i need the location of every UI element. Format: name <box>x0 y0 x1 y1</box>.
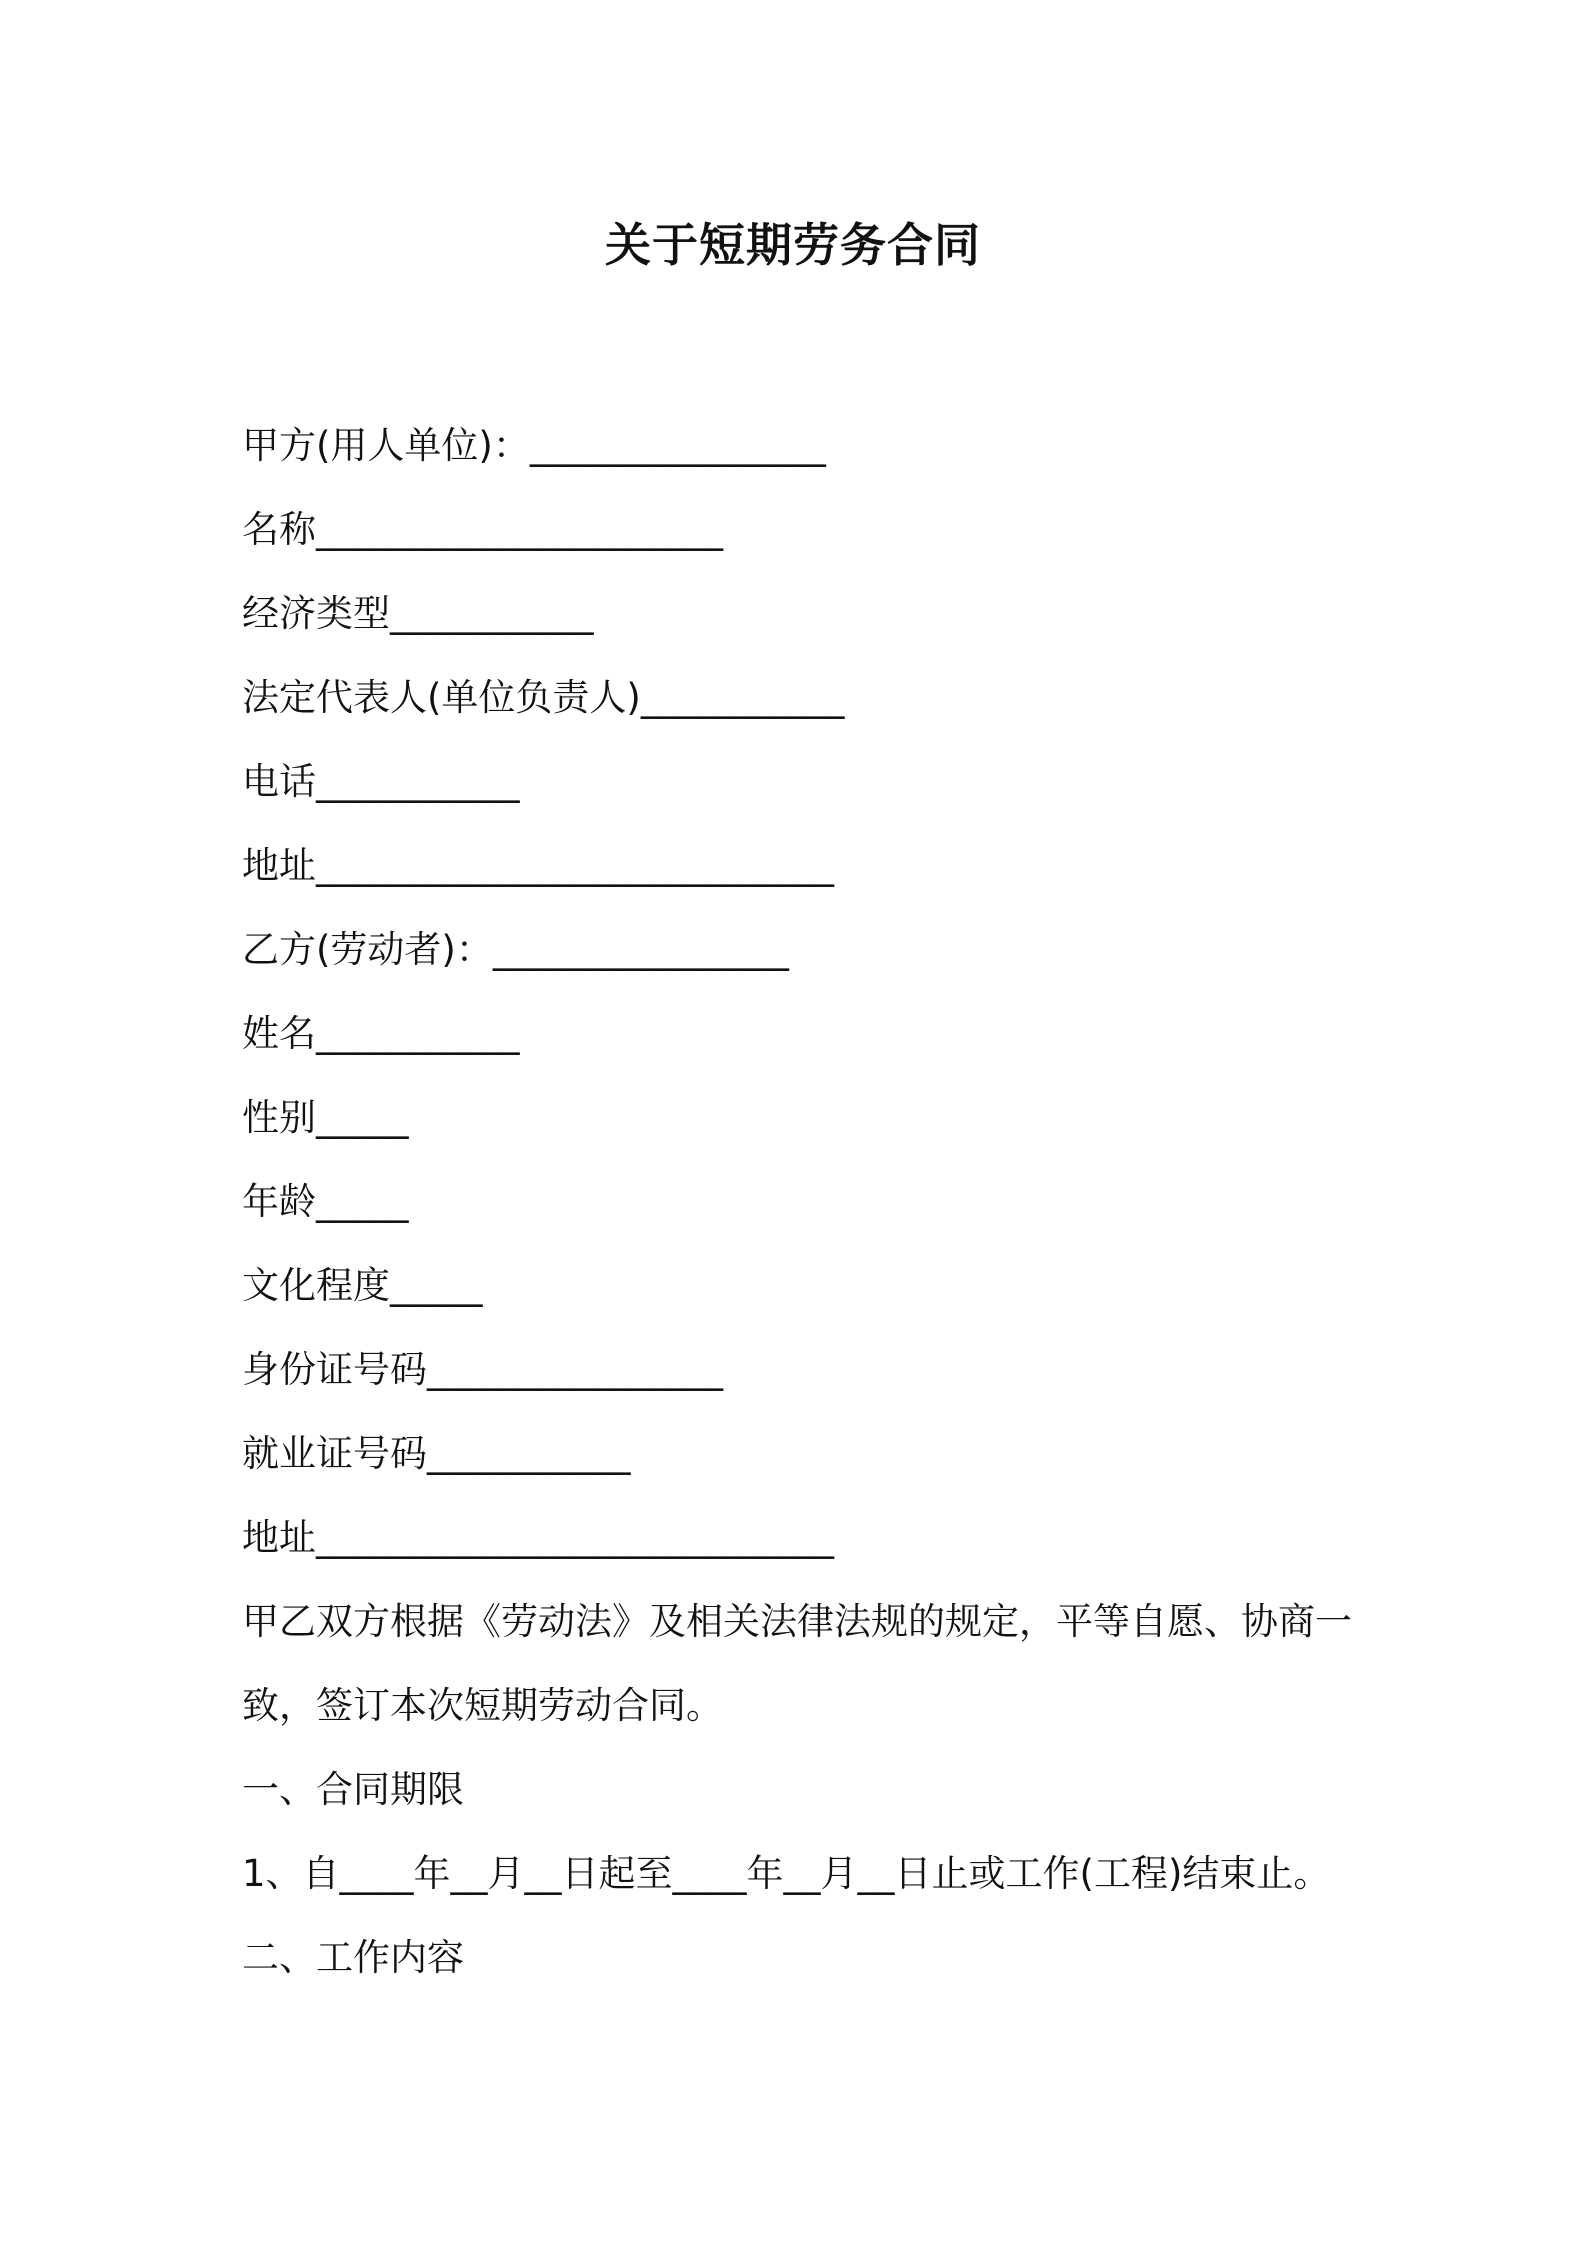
legal-representative-line: 法定代表人(单位负责人)___________ <box>242 676 845 719</box>
document-title: 关于短期劳务合同 <box>605 218 981 272</box>
party-a-line: 甲方(用人单位)：________________ <box>242 424 826 467</box>
gender-line: 性别_____ <box>242 1096 409 1139</box>
economic-type-line: 经济类型___________ <box>242 592 594 635</box>
preamble-line-1: 甲乙双方根据《劳动法》及相关法律法规的规定，平等自愿、协商一 <box>242 1600 1352 1643</box>
education-line: 文化程度_____ <box>242 1264 483 1307</box>
employment-cert-line: 就业证号码___________ <box>242 1432 631 1475</box>
preamble-line-2: 致，签订本次短期劳动合同。 <box>242 1684 723 1727</box>
section-heading-term: 一、合同期限 <box>242 1768 464 1811</box>
age-line: 年龄_____ <box>242 1180 409 1223</box>
party-b-line: 乙方(劳动者)：________________ <box>242 928 789 971</box>
phone-line: 电话___________ <box>242 760 520 803</box>
address-line-a: 地址____________________________ <box>242 844 834 887</box>
term-clause-line: 1、自____年__月__日起至____年__月__日止或工作(工程)结束止。 <box>242 1852 1331 1895</box>
id-number-line: 身份证号码________________ <box>242 1348 723 1391</box>
name-field-line: 名称______________________ <box>242 508 723 551</box>
document-body <box>242 404 1382 2000</box>
section-heading-work: 二、工作内容 <box>242 1936 464 1979</box>
address-line-b: 地址____________________________ <box>242 1516 834 1559</box>
worker-name-line: 姓名___________ <box>242 1012 520 1055</box>
